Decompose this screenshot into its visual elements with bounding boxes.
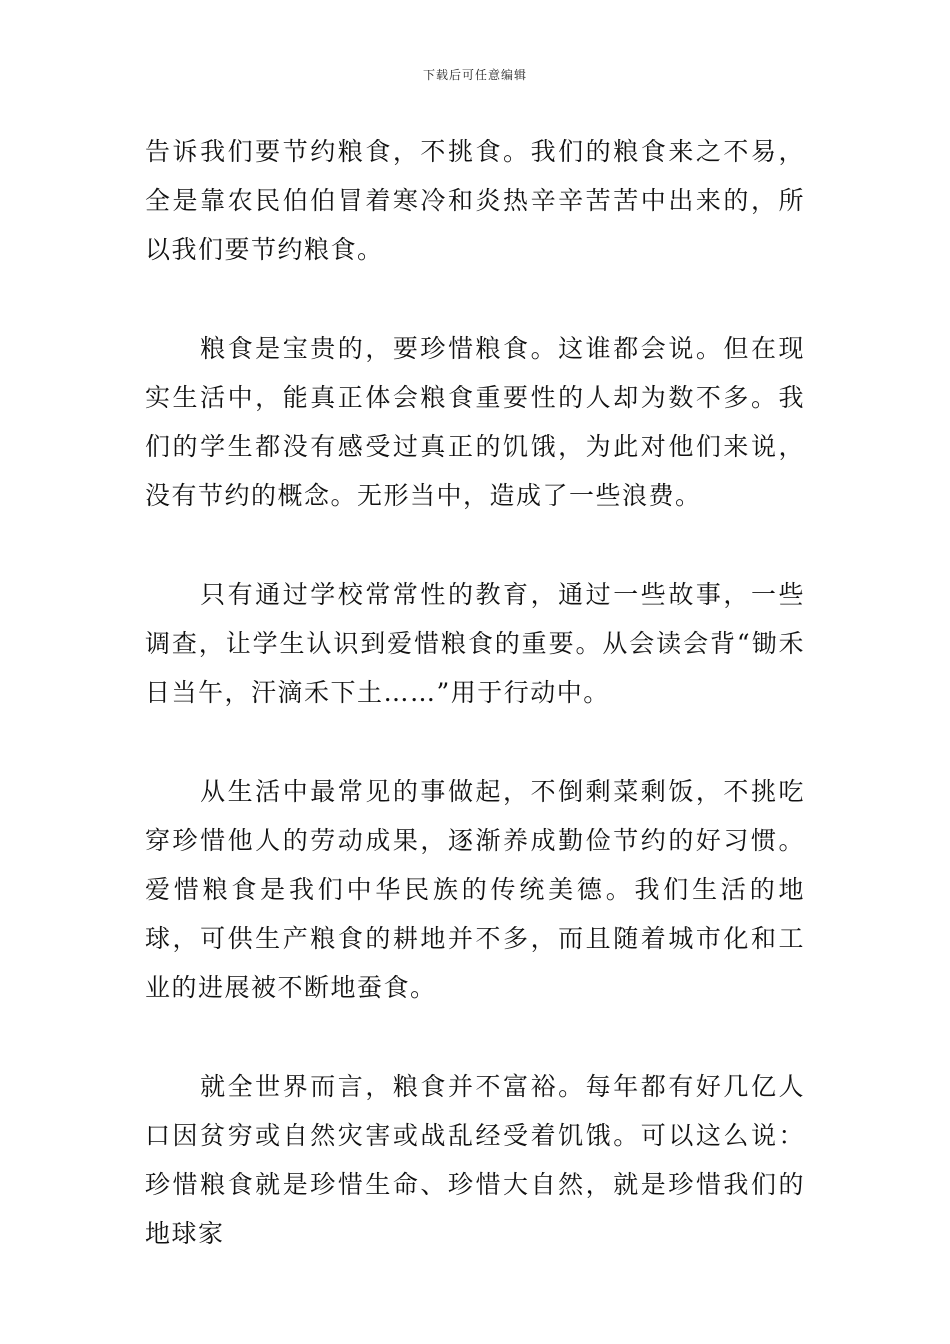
- paragraph-gap: [145, 520, 805, 570]
- paragraph-gap: [145, 274, 805, 324]
- paragraph-gap: [145, 1012, 805, 1062]
- paragraph-2: 粮食是宝贵的，要珍惜粮食。这谁都会说。但在现实生活中，能真正体会粮食重要性的人却为数不多。我们的学生都没有感受过真正的饥饿，为此对他们来说，没有节约的概念。无形当中，造成了一些浪费。: [145, 334, 805, 510]
- paragraph-gap: [145, 717, 805, 767]
- header-note: 下载后可任意编辑: [422, 68, 527, 82]
- paragraph-1: 告诉我们要节约粮食，不挑食。我们的粮食来之不易，全是靠农民伯伯冒着寒冷和炎热辛辛苦苦中出来的，所以我们要节约粮食。: [145, 137, 805, 264]
- document-body: [145, 127, 805, 1258]
- paragraph-3: 只有通过学校常常性的教育，通过一些故事，一些调查，让学生认识到爱惜粮食的重要。从会读会背“锄禾日当午，汗滴禾下土……”用于行动中。: [145, 580, 805, 707]
- paragraph-5: 就全世界而言，粮食并不富裕。每年都有好几亿人口因贫穷或自然灾害或战乱经受着饥饿。可以这么说：珍惜粮食就是珍惜生命、珍惜大自然，就是珍惜我们的地球家: [145, 1072, 805, 1248]
- paragraph-4: 从生活中最常见的事做起，不倒剩菜剩饭，不挑吃穿珍惜他人的劳动成果，逐渐养成勤俭节约的好习惯。爱惜粮食是我们中华民族的传统美德。我们生活的地球，可供生产粮食的耕地并不多，而且随着城市化和工业的进展被不断地蚕食。: [145, 777, 805, 1002]
